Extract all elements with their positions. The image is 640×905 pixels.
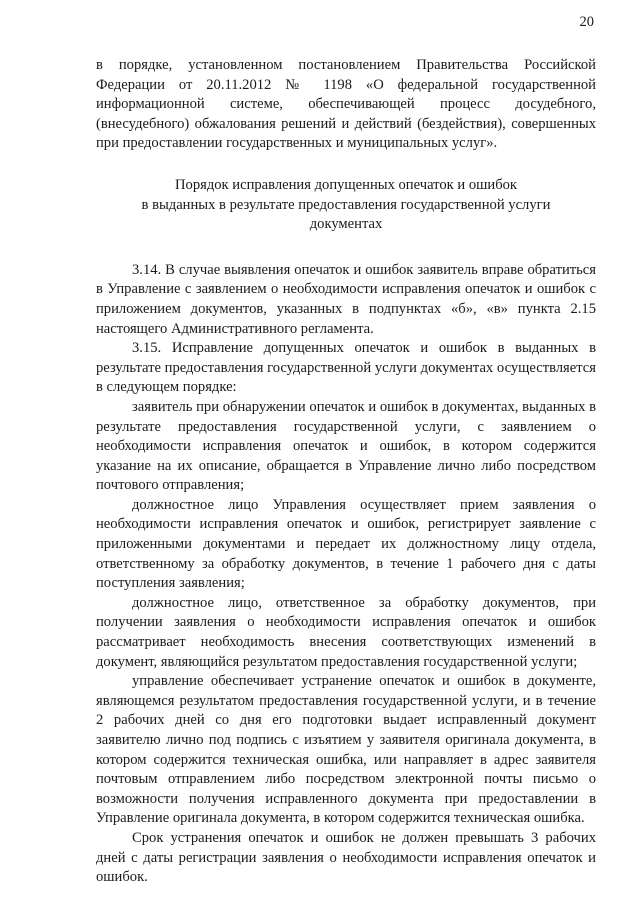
section-heading-line: Порядок исправления допущенных опечаток и ошибок — [174, 176, 518, 193]
list-item-official-registration: должностное лицо Управления осуществляет прием заявления о необходимости исправления опечаток и ошибок, регистрирует заявление с приложенными документами и передает их должностному лицу отдела, ответственному за обработку документов, в течение 1 рабочего дня с даты поступления заявления; — [96, 496, 596, 592]
paragraph-3-14: 3.14. В случае выявления опечаток и ошибок заявитель вправе обратиться в Управление с заявлением о необходимости исправления опечаток и ошибок с приложением документов, указанных в подпунктах «б», «в» пункта 2.15 настоящего Административного регламента. — [96, 261, 596, 337]
list-item-applicant: заявитель при обнаружении опечаток и ошибок в документах, выданных в результате предоставления государственной услуги, с заявлением о необходимости исправления опечаток и ошибок, в котором содержится указание на их описание, обращается в Управление лично либо посредством почтового отправления; — [96, 398, 596, 494]
section-heading — [96, 176, 596, 235]
paragraph-3-15: 3.15. Исправление допущенных опечаток и ошибок в выданных в результате предоставления государственной услуги документах осуществляется в следующем порядке: — [96, 340, 596, 396]
section-heading-line: в выданных в результате предоставления государственной услуги — [141, 196, 551, 213]
document-body — [96, 56, 596, 888]
paragraph-deadline: Срок устранения опечаток и ошибок не должен превышать 3 рабочих дней с даты регистрации заявления о необходимости исправления опечаток и ошибок. — [96, 829, 596, 886]
intro-paragraph: в порядке, установленном постановлением Правительства Российской Федерации от 20.11.2012 № 1198 «О федеральной государственной информационной системе, обеспечивающей процесс досудебного, (внесудебного) обжалования решений и действий (бездействия), совершенных при предоставлении государственных и муниципальных услуг». — [96, 57, 596, 152]
list-item-correction-issuance: управление обеспечивает устранение опечаток и ошибок в документе, являющемся результатом предоставления государственной услуги, и в течение 2 рабочих дней со дня его подготовки выдает исправленный документ заявителю лично под подпись с изъятием у заявителя оригинала документа, в котором содержится техническая ошибка, или направляет в адрес заявителя почтовым отправлением либо посредством электронной почты письмо о возможности получения исправленного документа при предоставлении в Управление оригинала документа, в котором содержится техническая ошибка. — [96, 673, 596, 827]
list-item-official-review: должностное лицо, ответственное за обработку документов, при получении заявления о необходимости исправления опечаток и ошибок рассматривает необходимость внесения соответствующих изменений в документ, являющийся результатом предоставления государственной услуги; — [96, 594, 596, 670]
section-heading-line: документах — [309, 216, 383, 233]
page-number: 20 — [579, 14, 594, 30]
